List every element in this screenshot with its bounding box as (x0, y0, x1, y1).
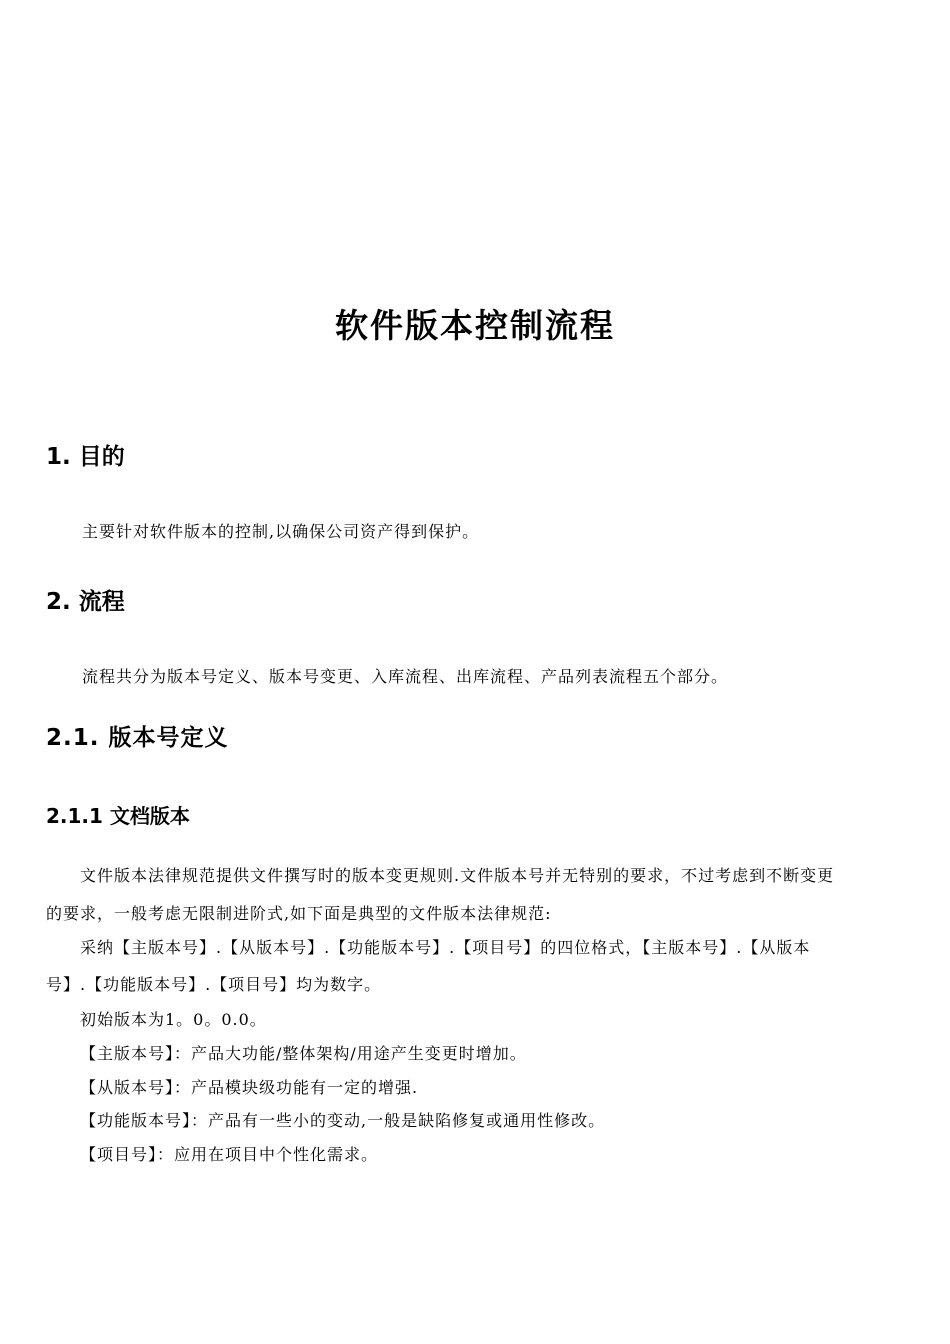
section-heading-document-version: 2.1.1 文档版本 (46, 804, 190, 828)
version-format-paragraph-line1: 采纳【主版本号】.【从版本号】.【功能版本号】.【项目号】的四位格式，【主版本号】.【从版本 (80, 938, 811, 957)
version-format-paragraph-line2: 号】.【功能版本号】.【项目号】均为数字。 (46, 975, 382, 994)
doc-version-paragraph-line1: 文件版本法律规范提供文件撰写时的版本变更规则.文件版本号并无特别的要求，不过考虑到不断变更 (80, 866, 835, 885)
section-heading-process: 2. 流程 (46, 589, 125, 615)
process-paragraph: 流程共分为版本号定义、版本号变更、入库流程、出库流程、产品列表流程五个部分。 (82, 667, 729, 686)
initial-version-line: 初始版本为1。0。0.0。 (80, 1010, 267, 1029)
minor-version-definition: 【从版本号】：产品模块级功能有一定的增强. (80, 1078, 419, 1097)
feature-version-definition: 【功能版本号】：产品有一些小的变动,一般是缺陷修复或通用性修改。 (80, 1111, 606, 1130)
project-number-definition: 【项目号】：应用在项目中个性化需求。 (80, 1145, 379, 1164)
major-version-definition: 【主版本号】：产品大功能/整体架构/用途产生变更时增加。 (80, 1044, 527, 1063)
document-title: 软件版本控制流程 (335, 306, 615, 345)
section-heading-purpose: 1. 目的 (46, 444, 125, 470)
purpose-paragraph: 主要针对软件版本的控制,以确保公司资产得到保护。 (82, 522, 480, 541)
section-heading-version-definition: 2.1. 版本号定义 (46, 725, 229, 751)
doc-version-paragraph-line2: 的要求，一般考虑无限制进阶式,如下面是典型的文件版本法律规范: (46, 904, 552, 923)
